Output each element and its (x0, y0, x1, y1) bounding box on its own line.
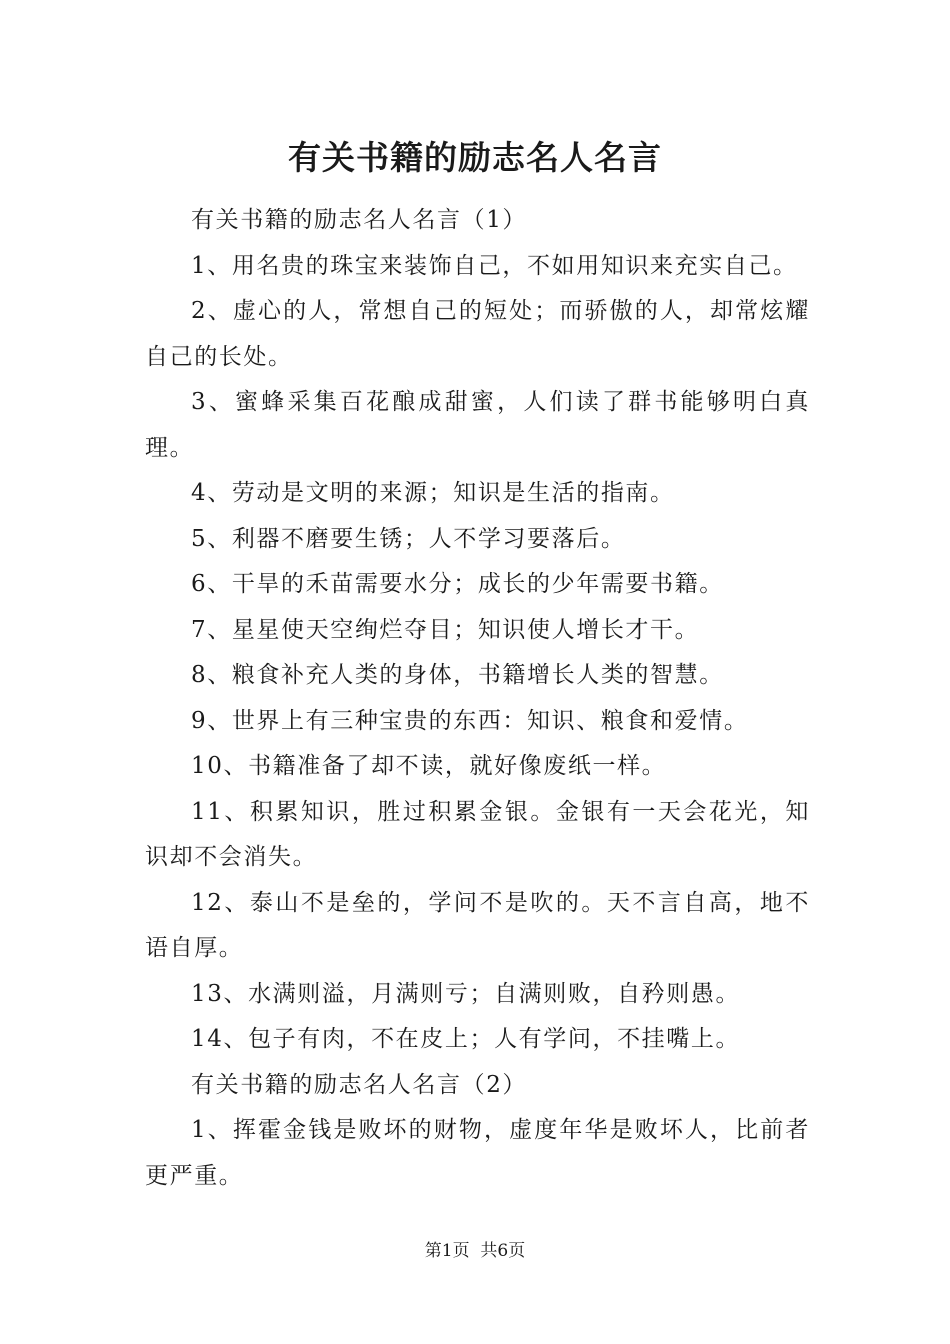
quote-item: 4、劳动是文明的来源；知识是生活的指南。 (191, 480, 675, 506)
section-heading: 有关书籍的励志名人名言（2） (191, 1071, 528, 1098)
quote-item: 11、积累知识，胜过积累金银。金银有一天会花光，知识却不会消失。 (145, 798, 810, 870)
quote-item: 12、泰山不是垒的，学问不是吹的。天不言自高，地不语自厚。 (145, 889, 810, 961)
document-body (145, 198, 810, 1199)
quote-item: 7、星星使天空绚烂夺目；知识使人增长才干。 (191, 616, 700, 643)
page-number: 第1页 (424, 1241, 470, 1261)
quote-item: 1、用名贵的珠宝来装饰自己，不如用知识来充实自己。 (191, 252, 798, 279)
quote-item: 3、蜜蜂采集百花酿成甜蜜，人们读了群书能够明白真理。 (145, 389, 810, 461)
quote-item: 10、书籍准备了却不读，就好像废纸一样。 (191, 753, 667, 779)
quote-item: 13、水满则溢，月满则亏；自满则败，自矜则愚。 (191, 980, 741, 1007)
quote-item: 5、利器不磨要生锈；人不学习要落后。 (191, 525, 626, 552)
quote-item: 2、虚心的人，常想自己的短处；而骄傲的人，却常炫耀自己的长处。 (145, 298, 810, 370)
section-heading: 有关书籍的励志名人名言（1） (191, 207, 528, 233)
page-total: 共6页 (480, 1241, 526, 1261)
quote-item: 9、世界上有三种宝贵的东西：知识、粮食和爱情。 (191, 707, 749, 734)
quote-item: 1、挥霍金钱是败坏的财物，虚度年华是败坏人，比前者更严重。 (145, 1117, 810, 1189)
page-footer (0, 1237, 950, 1265)
quote-item: 6、干旱的禾苗需要水分；成长的少年需要书籍。 (191, 571, 724, 597)
quote-item: 8、粮食补充人类的身体，书籍增长人类的智慧。 (191, 662, 724, 688)
document-title: 有关书籍的励志名人名言 (288, 138, 662, 177)
quote-item: 14、包子有肉，不在皮上；人有学问，不挂嘴上。 (191, 1026, 741, 1052)
